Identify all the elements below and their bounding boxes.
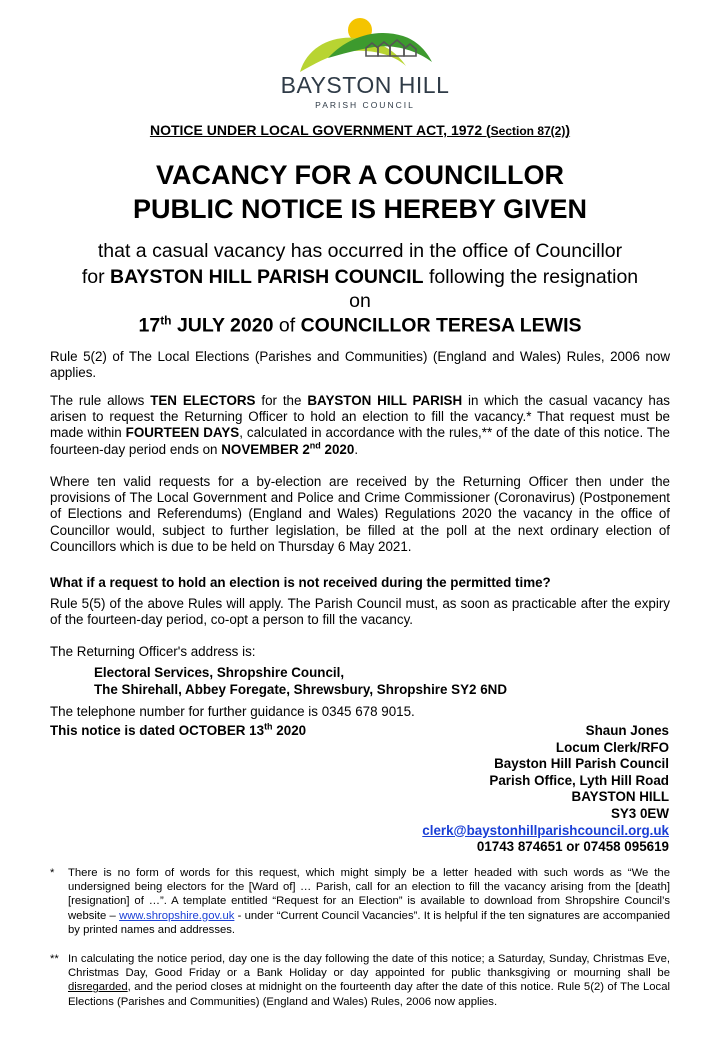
answer-paragraph: Rule 5(5) of the above Rules will apply. The Parish Council must, as soon as practicable after the expiry of the fourteen-day period, co-opt a person to fill the vacancy. xyxy=(50,596,670,628)
signature-org: Bayston Hill Parish Council xyxy=(494,756,669,772)
notice-prefix: NOTICE UNDER LOCAL GOVERNMENT ACT, 1972 ( xyxy=(149,122,491,138)
lead-date-day: 17 xyxy=(138,314,161,337)
signature-postcode: SY3 0EW xyxy=(610,805,669,821)
lead-council: BAYSTON HILL PARISH COUNCIL xyxy=(110,266,424,288)
signature-town: BAYSTON HILL xyxy=(571,789,669,805)
lead-councillor: COUNCILLOR TERESA LEWIS xyxy=(300,314,582,337)
dated-text: This notice is dated OCTOBER 13 xyxy=(50,723,265,738)
lead-date-sup: th xyxy=(160,313,172,327)
parish-name: BAYSTON HILL PARISH xyxy=(307,393,463,408)
ten-electors: TEN ELECTORS xyxy=(150,393,256,408)
allows-text-3: in which the casual vacancy has arisen to request the Returning Officer to hold an election to fill the vacancy.* That request must be made within xyxy=(50,393,670,441)
allows-text-5: . xyxy=(354,441,359,457)
where-paragraph: Where ten valid requests for a by-election are received by the Returning Officer then under the provisions of The Local Government and Police and Crime Commissioner (Coronavirus) (Postponement of Elections and Referendums) (England and Wales) Regulations 2020 the vacancy in the office of Councillor would, subject to further legislation, be filled at the poll at the next ordinary election of Councillors which is due to be held on Thursday 6 May 2021. xyxy=(50,474,670,554)
lead-line-1: that a casual vacancy has occurred in the office of Councillor xyxy=(97,240,623,262)
council-logo xyxy=(270,8,460,108)
fourteen-days: FOURTEEN DAYS xyxy=(125,425,240,441)
telephone-line: The telephone number for further guidance is 0345 678 9015. xyxy=(50,704,415,719)
logo-subtitle: PARISH COUNCIL xyxy=(315,100,415,110)
headline-public-notice: PUBLIC NOTICE IS HEREBY GIVEN xyxy=(132,194,588,224)
footnote-1-text: There is no form of words for this request, which might simply be a letter headed with such words as “We the undersigned being electors for the [Ward of] … Parish, call for an election to fill the vacancy arising from the [death][resignation] of …”. A template entitled “Request for an Election” is available to download from Shropshire Council’s website – xyxy=(68,867,670,922)
lead-following: following the resignation xyxy=(428,266,639,288)
end-date-sup: nd xyxy=(309,440,321,451)
dated-line xyxy=(50,723,350,739)
allows-text-1: The rule allows xyxy=(50,393,145,408)
ro-address-label: The Returning Officer's address is: xyxy=(50,644,256,659)
footnote-2-underlined: disregarded xyxy=(68,981,128,994)
notice-suffix: ) xyxy=(565,122,571,138)
lead-line-2 xyxy=(0,266,720,289)
notice-section: Section 87(2) xyxy=(490,124,566,138)
footnote-2-text-end: , and the period closes at midnight on the fourteenth day after the date of this notice. Rule 5(2) of The Local Elections (Parishes and Communities) (England and Wales) Rules, 2006 now applies. xyxy=(68,981,670,1008)
lead-line-4 xyxy=(0,313,720,338)
allows-text-2: for the xyxy=(261,393,302,408)
end-date-year: 2020 xyxy=(324,441,355,457)
address-line-1: Electoral Services, Shropshire Council, xyxy=(94,665,345,680)
signature-role: Locum Clerk/RFO xyxy=(555,739,669,755)
signature-block xyxy=(422,723,669,856)
footnote-2 xyxy=(50,952,670,1009)
allows-text-4: , calculated in accordance with the rules,** of the date of this notice. The fourteen-day period ends on xyxy=(50,425,670,457)
signature-name: Shaun Jones xyxy=(585,723,669,738)
lead-for: for xyxy=(81,266,105,288)
dated-sup: th xyxy=(264,721,273,732)
lead-line-3: on xyxy=(349,290,371,312)
address-line-2: The Shirehall, Abbey Foregate, Shrewsbury, Shropshire SY2 6ND xyxy=(94,682,507,697)
headline-vacancy: VACANCY FOR A COUNCILLOR xyxy=(156,160,564,190)
lead-of: of xyxy=(278,314,296,337)
signature-email-link[interactable]: clerk@baystonhillparishcouncil.org.uk xyxy=(422,822,669,838)
rule-paragraph: Rule 5(2) of The Local Elections (Parishes and Communities) (England and Wales) Rules, 2006 now applies. xyxy=(50,349,670,381)
footnote-1-text-end: - under “Current Council Vacancies”. It is helpful if the ten signatures are accompanied by printed names and addresses. xyxy=(68,909,670,936)
dated-year: 2020 xyxy=(276,723,307,738)
footnote-1 xyxy=(50,866,670,937)
question-heading: What if a request to hold an election is not received during the permitted time? xyxy=(50,575,551,590)
signature-phone: 01743 874651 or 07458 095619 xyxy=(476,839,669,855)
hills-houses-logo-icon xyxy=(298,14,433,74)
lead-date-rest: JULY 2020 xyxy=(176,314,274,337)
end-date: NOVEMBER 2 xyxy=(221,441,310,457)
footnote-2-mark: ** xyxy=(50,953,59,965)
shropshire-link[interactable]: www.shropshire.gov.uk xyxy=(119,909,235,922)
notice-heading xyxy=(0,122,720,138)
footnote-2-text: In calculating the notice period, day one is the day following the date of this notice; a Saturday, Sunday, Christmas Eve, Christmas Day, Good Friday or a Bank Holiday or day appointed for public thanksgiving or mourning shall be xyxy=(68,953,670,980)
rule-allows-paragraph xyxy=(50,393,670,458)
footnote-1-mark: * xyxy=(50,867,55,879)
signature-office: Parish Office, Lyth Hill Road xyxy=(489,772,669,788)
logo-name: BAYSTON HILL xyxy=(280,72,450,98)
